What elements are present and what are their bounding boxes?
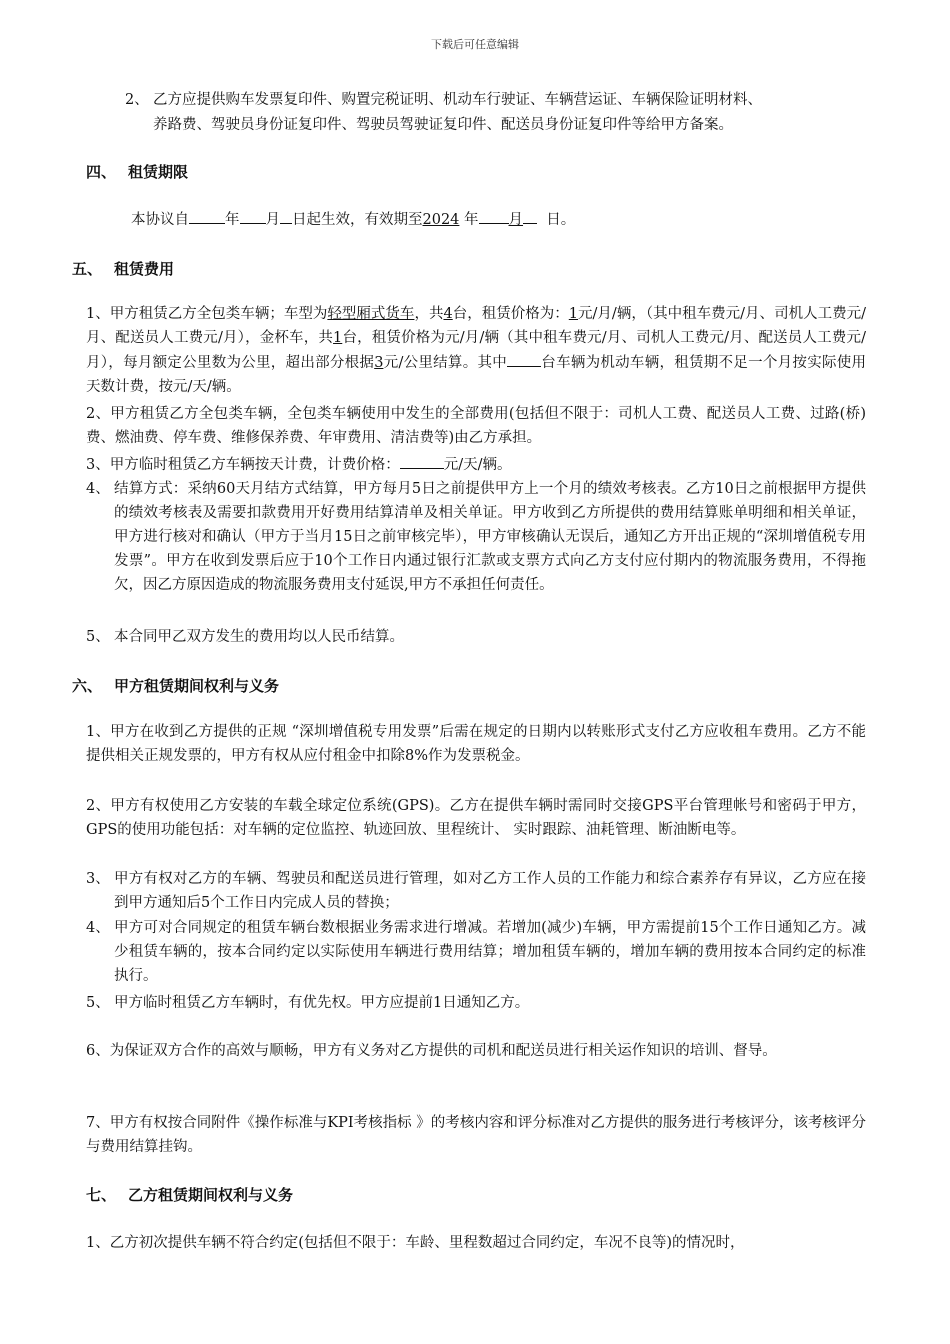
section-number: 六、	[72, 677, 103, 695]
item-number: 5、	[86, 995, 110, 1011]
blank-field	[507, 350, 541, 367]
section6-item-2: 2、甲方有权使用乙方安装的车载全球定位系统(GPS)。乙方在提供车辆时需同时交接GPS平台管理帐号和密码于甲方， GPS的使用功能包括：对车辆的定位监控、轨迹回放、里程统计、 实时跟踪、油耗管理、断油断电等。	[86, 798, 866, 838]
section6-heading	[72, 675, 279, 696]
section-title: 租赁期限	[128, 163, 189, 181]
vehicle-model: 轻型厢式货车	[327, 306, 415, 322]
blank-field	[280, 207, 292, 224]
item-number: 2、	[125, 92, 149, 108]
per-km-fee: 3	[374, 355, 384, 371]
section-number: 七、	[86, 1186, 117, 1204]
item-text: 结算方式：采纳60天月结方式结算，甲方每月5日之前提供甲方上一个月的绩效考核表。乙方10日之前根据甲方提供的绩效考核表及需要扣款费用开好费用结算清单及相关单证。甲方收到乙方所提供的费用结算账单明细和相关单证，甲方进行核对和确认（甲方于当月15日之前审核完毕），甲方审核确认无误后，通知乙方开出正规的“深圳增值税专用发票”。甲方在收到发票后应于10个工作日内通过银行汇款或支票方式向乙方支付应付期内的物流服务费用，不得拖欠，因乙方原因造成的物流服务费用支付延误,甲方不承担任何责任。	[114, 481, 866, 593]
item-number: 4、	[86, 920, 110, 936]
text: 元/天/辆。	[443, 457, 512, 473]
year-value: 2024	[422, 212, 460, 228]
section5-heading	[72, 258, 174, 279]
text: 月	[265, 212, 280, 228]
text: 月	[508, 212, 524, 228]
section6-item-1: 1、甲方在收到乙方提供的正规 “深圳增值税专用发票”后需在规定的日期内以转账形式支付乙方应收租车费用。乙方不能提供相关正规发票的，甲方有权从应付租金中扣除8%作为发票税金。	[86, 724, 866, 764]
section6-item-3	[86, 867, 866, 915]
section4-paragraph	[131, 207, 871, 232]
blank-field	[189, 207, 225, 224]
text: 1、甲方租赁乙方全包类车辆；车型为	[86, 306, 328, 322]
text: 年	[225, 212, 240, 228]
section5-item-2: 2、甲方租赁乙方全包类车辆，全包类车辆使用中发生的全部费用(包括但不限于：司机人工费、配送员人工费、过路(桥)费、燃油费、停车费、维修保养费、年审费用、清洁费等)由乙方承担。	[86, 406, 866, 446]
section7-heading	[86, 1184, 293, 1205]
section6-item-5	[86, 991, 866, 1015]
section5-item-4	[86, 477, 866, 597]
blank-field	[479, 207, 509, 224]
text: 台车辆为机动车辆，租赁期不足一个月按实际使用天数计费，按元/天/辆。	[86, 355, 867, 395]
section7-item-1: 1、乙方初次提供车辆不符合约定(包括但不限于：车龄、里程数超过合同约定，车况不良等)的情况时，	[86, 1235, 745, 1251]
section5-item-1	[86, 302, 866, 399]
section6-item-7: 7、甲方有权按合同附件《操作标准与KPI考核指标 》的考核内容和评分标准对乙方提供的服务进行考核评分，该考核评分与费用结算挂钩。	[86, 1115, 866, 1155]
section5-item-3	[86, 452, 866, 477]
text: 本协议自	[131, 212, 189, 228]
section-title: 甲方租赁期间权利与义务	[114, 677, 280, 695]
blank-field	[400, 452, 444, 469]
section-number: 五、	[72, 260, 103, 278]
section4-heading	[86, 161, 188, 182]
item-number: 5、	[86, 629, 110, 645]
vehicle-count: 4	[443, 306, 453, 322]
text: 台，租赁价格为：	[452, 306, 569, 322]
section6-item-4	[86, 916, 866, 988]
section-title: 乙方租赁期间权利与义务	[128, 1186, 294, 1204]
item-number: 4、	[86, 481, 110, 497]
item-text: 甲方有权对乙方的车辆、驾驶员和配送员进行管理，如对乙方工作人员的工作能力和综合素养存有异议，乙方应在接到甲方通知后5个工作日内完成人员的替换；	[114, 871, 866, 911]
text: 日。	[546, 212, 576, 228]
text: 元/月/辆，（其中租车费元/月、司机人工费元/月、配送员人工费元/月），金杯车，共	[86, 306, 867, 346]
section-number: 四、	[86, 163, 117, 181]
text: 元/公里结算。其中	[383, 355, 508, 371]
text: 日起生效，有效期至	[292, 212, 423, 228]
text: 3、甲方临时租赁乙方车辆按天计费，计费价格：	[86, 457, 400, 473]
blank-field	[523, 207, 537, 224]
section-title: 租赁费用	[114, 260, 175, 278]
text: 年	[464, 212, 479, 228]
item-text: 本合同甲乙双方发生的费用均以人民币结算。	[114, 629, 404, 645]
page-header: 下载后可任意编辑	[431, 38, 519, 51]
section3-item-2	[125, 88, 870, 138]
item-text-line1: 乙方应提供购车发票复印件、购置完税证明、机动车行驶证、车辆营运证、车辆保险证明材料、	[153, 92, 762, 108]
section5-item-5	[86, 625, 866, 649]
blank-field	[240, 207, 266, 224]
jinbei-count: 1	[333, 330, 343, 346]
rental-price: 1	[568, 306, 579, 322]
item-text-line2: 养路费、驾驶员身份证复印件、驾驶员驾驶证复印件、配送员身份证复印件等给甲方备案。	[153, 117, 733, 133]
item-text: 甲方临时租赁乙方车辆时，有优先权。甲方应提前1日通知乙方。	[114, 995, 530, 1011]
text: ，共	[414, 306, 444, 322]
text: 台，租赁价格为元/月/辆（其中租车费元/月、司机人工费元/月、配送员人工费元/月），每月额定公里数为公里，超出部分根据	[86, 330, 866, 371]
item-number: 3、	[86, 871, 110, 887]
item-text: 甲方可对合同规定的租赁车辆台数根据业务需求进行增减。若增加(减少)车辆，甲方需提前15个工作日通知乙方。减少租赁车辆的，按本合同约定以实际使用车辆进行费用结算；增加租赁车辆的，增加车辆的费用按本合同约定的标准执行。	[114, 920, 866, 984]
section6-item-6: 6、为保证双方合作的高效与顺畅，甲方有义务对乙方提供的司机和配送员进行相关运作知识的培训、督导。	[86, 1043, 777, 1059]
